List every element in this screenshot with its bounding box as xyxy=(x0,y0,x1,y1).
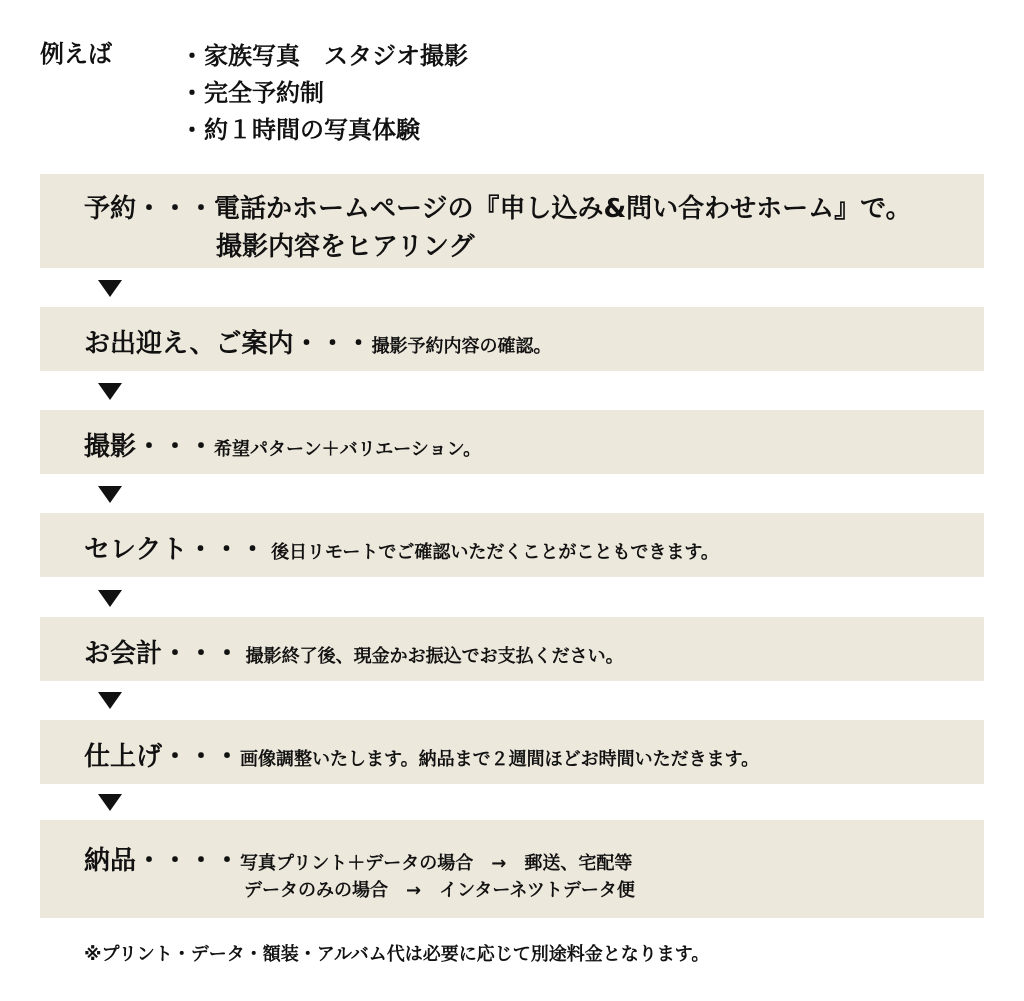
intro-item: ・完全予約制 xyxy=(180,79,324,107)
step-description-line2: 撮影内容をヒアリング xyxy=(216,232,475,262)
intro-item: ・約１時間の写真体験 xyxy=(180,116,420,144)
intro-label: 例えば xyxy=(40,40,112,68)
step-title: 予約・・・ xyxy=(84,194,215,224)
step-title: お会計・・・ xyxy=(84,639,241,669)
step-description: 写真プリント＋データの場合 → 郵送、宅配等 xyxy=(240,853,633,874)
step-description-line2: データのみの場合 → インターネツトデータ便 xyxy=(244,880,635,901)
down-arrow-icon xyxy=(98,590,122,607)
step-finishing xyxy=(40,720,984,784)
step-payment xyxy=(40,617,984,681)
step-delivery xyxy=(40,820,984,918)
intro-item: ・家族写真 スタジオ撮影 xyxy=(180,42,468,70)
step-shooting xyxy=(40,410,984,474)
step-select-line xyxy=(84,529,719,566)
step-payment-line xyxy=(84,633,624,670)
down-arrow-icon xyxy=(98,383,122,400)
step-reservation xyxy=(40,174,984,268)
down-arrow-icon xyxy=(98,486,122,503)
step-delivery-line1 xyxy=(84,840,632,877)
step-welcome xyxy=(40,307,984,371)
step-description: 後日リモートでご確認いただくことがこともできます。 xyxy=(271,542,719,563)
step-description: 希望パターン＋バリエーション。 xyxy=(214,439,482,460)
step-title: 納品・・・・ xyxy=(84,846,241,876)
step-description: 電話かホームページの『申し込み&問い合わせホーム』で。 xyxy=(214,194,912,224)
step-shooting-line xyxy=(84,426,481,463)
intro-list xyxy=(180,38,468,149)
step-select xyxy=(40,513,984,577)
footnote: ※プリント・データ・額装・アルバム代は必要に応じて別途料金となります。 xyxy=(84,944,710,965)
step-description: 撮影終了後、現金かお振込でお支払ください。 xyxy=(245,646,624,667)
step-description: 撮影予約内容の確認。 xyxy=(371,336,552,357)
down-arrow-icon xyxy=(98,280,122,297)
down-arrow-icon xyxy=(98,692,122,709)
step-description: 画像調整いたします。納品まで２週間ほどお時間いただきます。 xyxy=(240,749,760,770)
step-reservation-line1 xyxy=(84,188,912,225)
down-arrow-icon xyxy=(98,794,122,811)
step-title: 仕上げ・・・ xyxy=(84,742,241,772)
step-title: セレクト・・・ xyxy=(84,535,266,565)
step-title: お出迎え、ご案内・・・ xyxy=(84,329,372,359)
step-finishing-line xyxy=(84,736,759,773)
step-title: 撮影・・・ xyxy=(84,432,215,462)
step-welcome-line xyxy=(84,323,552,360)
